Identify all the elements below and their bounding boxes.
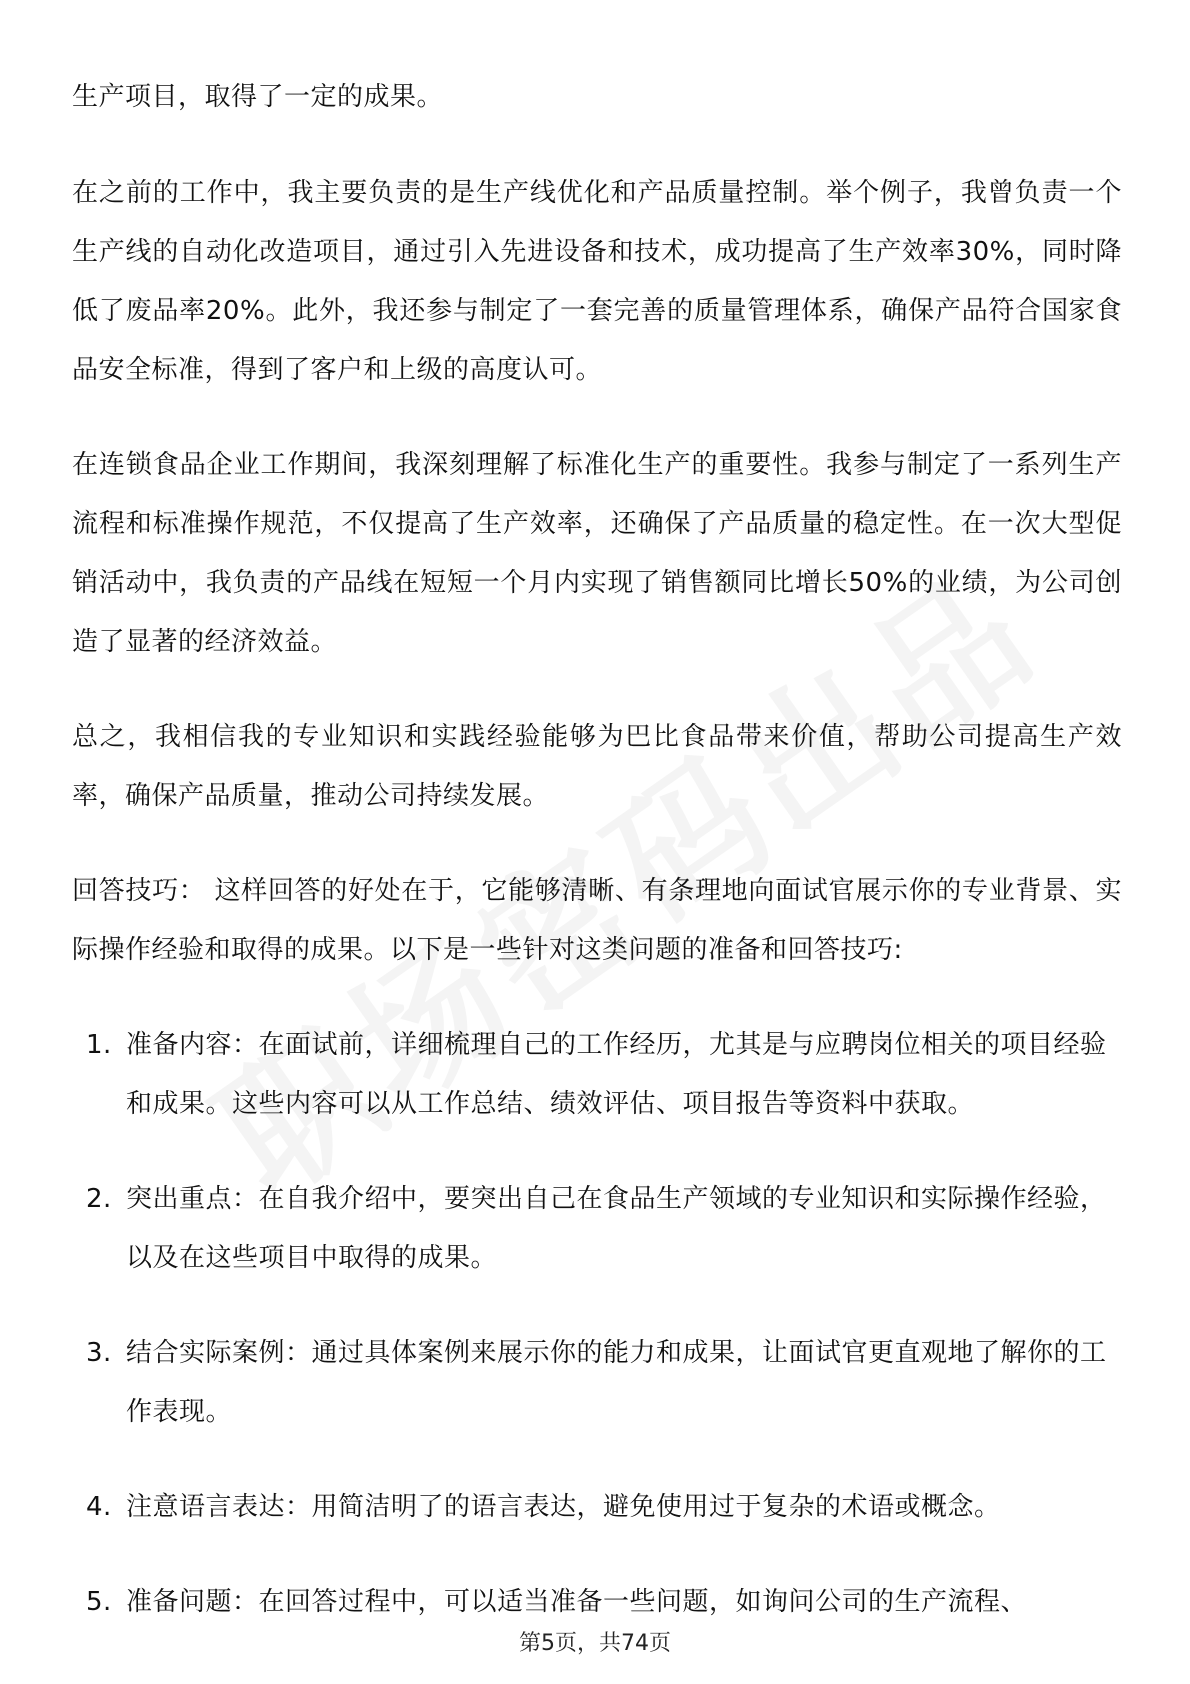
paragraph-continuation: 生产项目，取得了一定的成果。 <box>72 82 444 112</box>
list-item-number: 5. <box>86 1587 112 1617</box>
paragraph-previous-work: 在之前的工作中，我主要负责的是生产线优化和产品质量控制。举个例子，我曾负责一个生产线的自动化改造项目，通过引入先进设备和技术，成功提高了生产效率30%，同时降低了废品率20%。此外，我还参与制定了一套完善的质量管理体系，确保产品符合国家食品安全标准，得到了客户和上级的高度认可。 <box>72 178 1122 385</box>
page-content <box>72 68 1122 1668</box>
list-item <box>72 1170 1122 1288</box>
list-item-text: 突出重点：在自我介绍中，要突出自己在食品生产领域的专业知识和实际操作经验，以及在这些项目中取得的成果。 <box>126 1184 1107 1273</box>
list-item-number: 2. <box>86 1184 112 1214</box>
page-footer: 第5页，共74页 <box>519 1631 671 1656</box>
paragraph-answer-tips: 回答技巧： 这样回答的好处在于，它能够清晰、有条理地向面试官展示你的专业背景、实际操作经验和取得的成果。以下是一些针对这类问题的准备和回答技巧: <box>72 876 1122 965</box>
list-item-number: 3. <box>86 1338 112 1368</box>
list-item <box>72 1478 1122 1537</box>
list-item-text: 结合实际案例：通过具体案例来展示你的能力和成果，让面试官更直观地了解你的工作表现。 <box>126 1338 1107 1427</box>
list-item-number: 4. <box>86 1492 112 1522</box>
list-item-number: 1. <box>86 1030 112 1060</box>
list-item <box>72 1573 1122 1632</box>
list-item-text: 准备内容：在面试前，详细梳理自己的工作经历，尤其是与应聘岗位相关的项目经验和成果。这些内容可以从工作总结、绩效评估、项目报告等资料中获取。 <box>126 1030 1107 1119</box>
paragraph-conclusion: 总之，我相信我的专业知识和实践经验能够为巴比食品带来价值，帮助公司提高生产效率，确保产品质量，推动公司持续发展。 <box>72 722 1122 811</box>
paragraph-chain-food-experience: 在连锁食品企业工作期间，我深刻理解了标准化生产的重要性。我参与制定了一系列生产流程和标准操作规范，不仅提高了生产效率，还确保了产品质量的稳定性。在一次大型促销活动中，我负责的产品线在短短一个月内实现了销售额同比增长50%的业绩，为公司创造了显著的经济效益。 <box>72 450 1122 657</box>
list-item-text: 准备问题：在回答过程中，可以适当准备一些问题，如询问公司的生产流程、 <box>126 1587 1028 1617</box>
list-item <box>72 1324 1122 1442</box>
list-item <box>72 1016 1122 1134</box>
tips-list <box>72 1016 1122 1632</box>
list-item-text: 注意语言表达：用简洁明了的语言表达，避免使用过于复杂的术语或概念。 <box>126 1492 1001 1522</box>
